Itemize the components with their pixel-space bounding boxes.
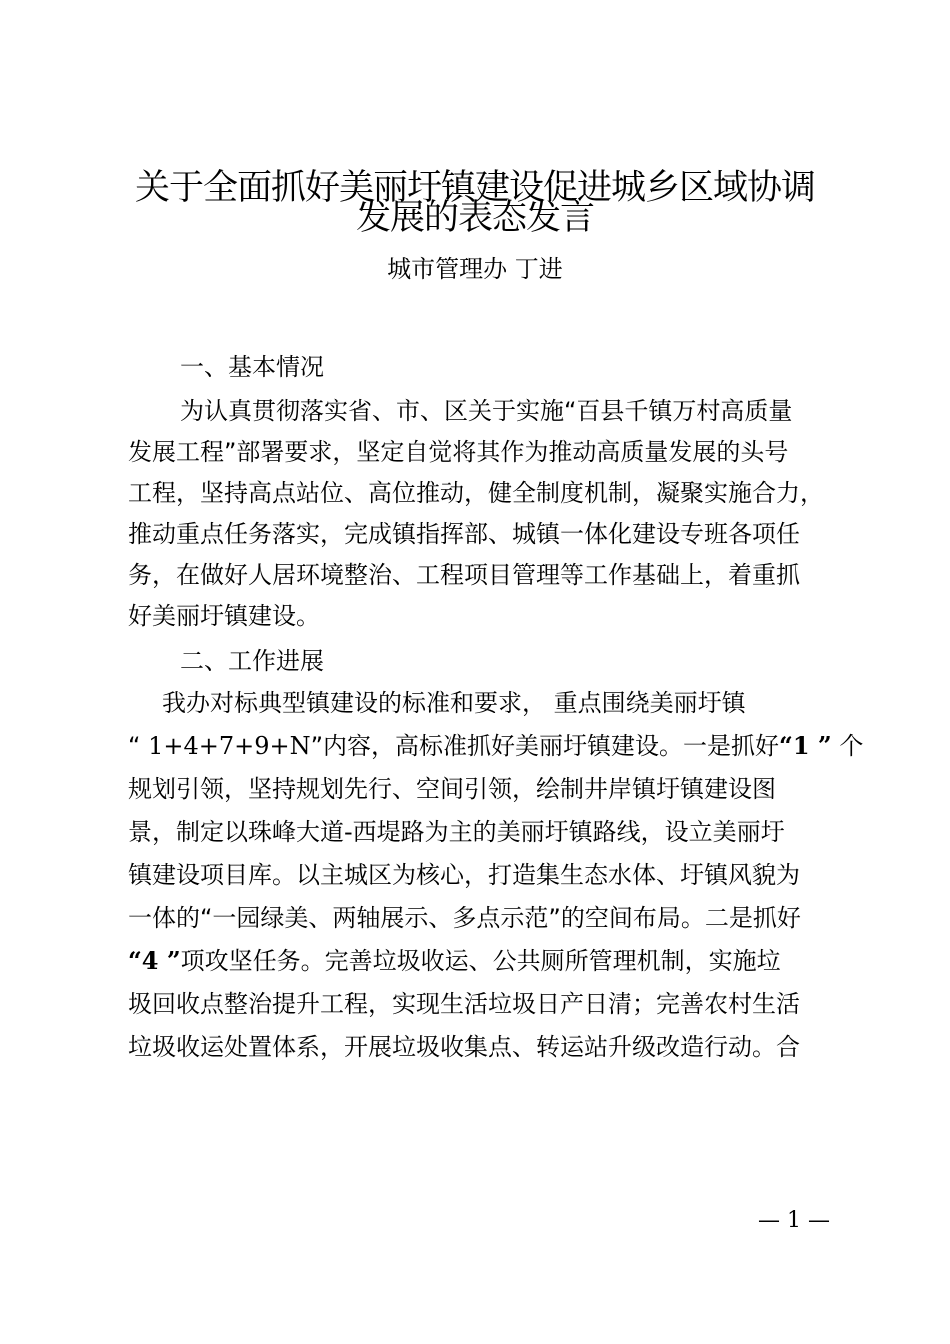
document-title-line-2: 发展的表态发言 — [355, 198, 594, 238]
section-1-heading: 一、基本情况 — [180, 353, 324, 381]
section-2-heading: 二、工作进展 — [180, 647, 324, 675]
section-2-line-4: 景，制定以珠峰大道-西堤路为主的美丽圩镇路线，设立美丽圩 — [128, 818, 785, 846]
line-2-text: ”内容，高标准抓好美丽圩镇建设。一是抓好 — [310, 732, 780, 760]
section-1-line-1: 为认真贯彻落实省、市、区关于实施“百县千镇万村高质量 — [180, 397, 793, 425]
section-2-line-5: 镇建设项目库。以主城区为核心，打造集生态水体、圩镇风貌为 — [128, 861, 800, 889]
section-2-line-7 — [128, 944, 781, 978]
section-1-line-3: 工程，坚持高点站位、高位推动，健全制度机制，凝聚实施合力， — [128, 479, 824, 507]
section-1-line-6: 好美丽圩镇建设。 — [128, 602, 320, 630]
bold-number-4: “4 ” — [128, 946, 181, 975]
section-2-line-1: 我办对标典型镇建设的标准和要求， 重点围绕美丽圩镇 — [162, 689, 746, 717]
bold-number-1: “1 ” — [779, 731, 832, 760]
document-title-line-1: 关于全面抓好美丽圩镇建设促进城乡区域协调 — [134, 168, 815, 208]
formula-text: 1+4+7+9+N — [148, 732, 311, 760]
section-1-line-2: 发展工程”部署要求，坚定自觉将其作为推动高质量发展的头号 — [128, 438, 789, 466]
section-2-line-3: 规划引领，坚持规划先行、空间引领，绘制井岸镇圩镇建设图 — [128, 775, 776, 803]
section-2-line-6: 一体的“一园绿美、两轴展示、多点示范”的空间布局。二是抓好 — [128, 904, 801, 932]
section-2-line-9: 垃圾收运处置体系，开展垃圾收集点、转运站升级改造行动。合 — [128, 1033, 800, 1061]
line-7-text: 项攻坚任务。完善垃圾收运、公共厕所管理机制，实施垃 — [180, 947, 781, 975]
section-2-line-8: 圾回收点整治提升工程，实现生活垃圾日产日清；完善农村生活 — [128, 990, 800, 1018]
section-2-line-2 — [128, 729, 863, 763]
section-1-line-5: 务，在做好人居环境整治、工程项目管理等工作基础上，着重抓 — [128, 561, 800, 589]
page-number: — 1 — — [758, 1208, 830, 1233]
section-1-line-4: 推动重点任务落实，完成镇指挥部、城镇一体化建设专班各项任 — [128, 520, 800, 548]
line-2-end: 个 — [831, 732, 864, 760]
document-author: 城市管理办 丁进 — [387, 255, 563, 283]
open-quote: “ — [128, 732, 149, 760]
